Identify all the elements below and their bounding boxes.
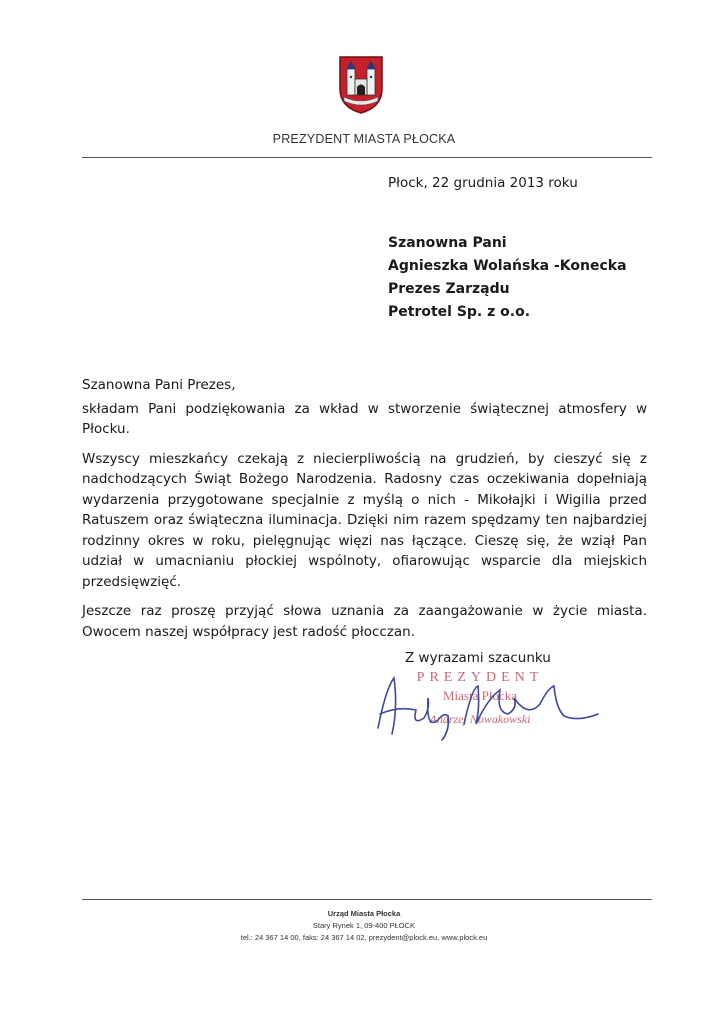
salutation: Szanowna Pani Prezes, xyxy=(82,377,236,393)
letter-date: Płock, 22 grudnia 2013 roku xyxy=(388,175,578,191)
footer-contact: tel.: 24 367 14 00, faks: 24 367 14 02, prezydent@plock.eu, www.plock.eu xyxy=(240,933,488,942)
header-title: PREZYDENT MIASTA PŁOCKA xyxy=(272,132,456,146)
recipient-line: Prezes Zarządu xyxy=(388,281,510,297)
recipient-line: Szanowna Pani xyxy=(388,235,507,251)
body-paragraph: Wszyscy mieszkańcy czekają z niecierpliwością na grudzień, by cieszyć się z nadchodzących Świąt Bożego Narodzenia. Radosny czas oczekiwania dopełniają wydarzenia przygotowane specjalnie z myślą o nich - Mikołajki i Wigilia przed Ratuszem oraz świąteczna iluminacja. Dzięki nim razem spędzamy ten najbardziej rodzinny okres w roku, pielęgnując więzi nas łączące. Cieszę się, że wziął Pan udział w umacnianiu płockiej wspólnoty, ofiarowując wsparcie dla miejskich przedsięwzięć. xyxy=(82,450,647,590)
footer xyxy=(0,908,728,944)
letter-body xyxy=(82,375,647,651)
body-paragraph: Jeszcze raz proszę przyjąć słowa uznania za zaangażowanie w życie miasta. Owocem naszej współpracy jest radość płocczan. xyxy=(82,603,647,640)
signature-icon xyxy=(368,668,608,748)
city-coat-of-arms-icon xyxy=(338,55,384,115)
stamp-subtitle: Miasta Płocka xyxy=(442,688,517,703)
header-divider xyxy=(82,157,652,158)
closing: Z wyrazami szacunku xyxy=(405,650,551,666)
stamp-name: Andrzej Nowakowski xyxy=(429,712,531,726)
footer-divider xyxy=(82,899,652,900)
footer-address: Stary Rynek 1, 09-400 PŁOCK xyxy=(312,921,416,930)
recipient-line: Petrotel Sp. z o.o. xyxy=(388,304,531,320)
footer-org: Urząd Miasta Płocka xyxy=(327,909,401,918)
stamp-title: PREZYDENT xyxy=(416,670,544,685)
body-paragraph: składam Pani podziękowania za wkład w stworzenie świątecznej atmosfery w Płocku. xyxy=(82,400,647,437)
recipient-line: Agnieszka Wolańska -Konecka xyxy=(388,258,627,274)
recipient-block xyxy=(388,232,627,324)
